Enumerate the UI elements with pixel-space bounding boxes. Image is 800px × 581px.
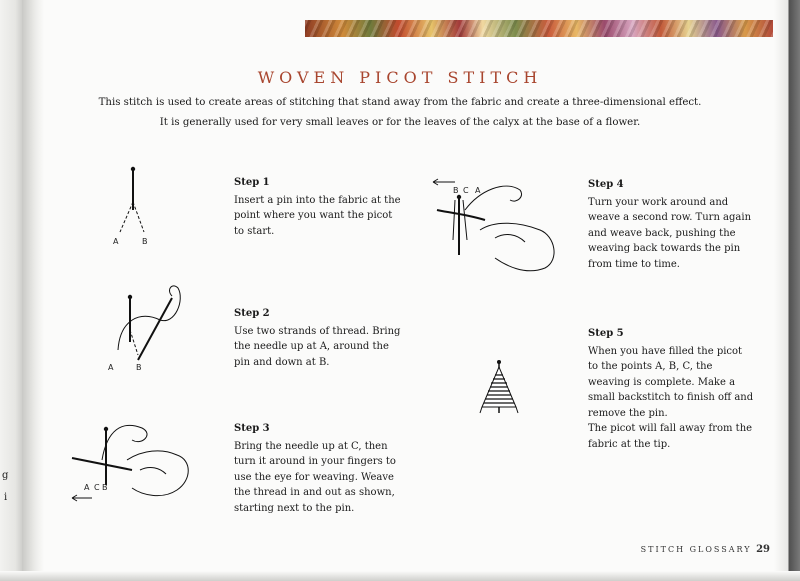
book-gutter: [22, 0, 44, 581]
step-1: [234, 175, 401, 239]
step-1-body: Insert a pin into the fabric at the point where you want the picot to start.: [234, 194, 401, 237]
label-b: B: [102, 483, 108, 492]
footer-section: STITCH GLOSSARY: [640, 545, 752, 554]
page-title: WOVEN PICOT STITCH: [257, 68, 543, 87]
step-5-heading: Step 5: [588, 328, 624, 339]
step-5: [588, 326, 753, 452]
step5-illustration: [470, 355, 530, 425]
page-number: 29: [756, 544, 770, 555]
step-2-heading: Step 2: [234, 308, 270, 319]
step3-illustration: [62, 410, 222, 510]
label-b: B: [453, 186, 459, 195]
step-2-body: Use two strands of thread. Bring the needle up at A, around the pin and down at B.: [234, 325, 401, 368]
label-b: B: [142, 237, 148, 246]
step-5-body: When you have filled the picot to the points A, B, C, the weaving is complete. Make a small backstitch to finish off and remove the pin. The picot will fall away from the fabric at the tip.: [588, 345, 754, 450]
label-a: A: [108, 363, 114, 372]
step-2: [234, 306, 400, 370]
step-3-body: Bring the needle up at C, then turn it around in your fingers to use the eye for weaving. Weave the thread in and out as shown, starting next to the pin.: [234, 440, 396, 514]
label-a: A: [113, 237, 119, 246]
page-edge-right: [774, 0, 800, 581]
label-a: A: [475, 186, 481, 195]
step4-illustration: [425, 170, 575, 285]
step-3: [234, 421, 396, 516]
label-c: C: [94, 483, 100, 492]
page-footer: [641, 544, 770, 555]
label-c: C: [463, 186, 469, 195]
intro-line-1: This stitch is used to create areas of stitching that stand away from the fabric and create a three-dimensional effect.: [98, 97, 702, 108]
decorative-embroidery-banner: [305, 20, 773, 37]
step-4-heading: Step 4: [588, 179, 624, 190]
step1-illustration: [100, 160, 170, 250]
step-3-heading: Step 3: [234, 423, 270, 434]
margin-letter-i: i: [4, 492, 8, 503]
step-4: [588, 177, 751, 272]
margin-letter-g: g: [2, 470, 9, 481]
label-a: A: [84, 483, 90, 492]
step2-illustration: [100, 280, 200, 375]
step-4-body: Turn your work around and weave a second row. Turn again and weave back, pushing the weaving back towards the pin from time to time.: [588, 196, 752, 270]
page-edge-bottom: [0, 571, 800, 581]
label-b: B: [136, 363, 142, 372]
step-1-heading: Step 1: [234, 177, 270, 188]
intro-line-2: It is generally used for very small leaves or for the leaves of the calyx at the base of a flower.: [159, 117, 641, 128]
